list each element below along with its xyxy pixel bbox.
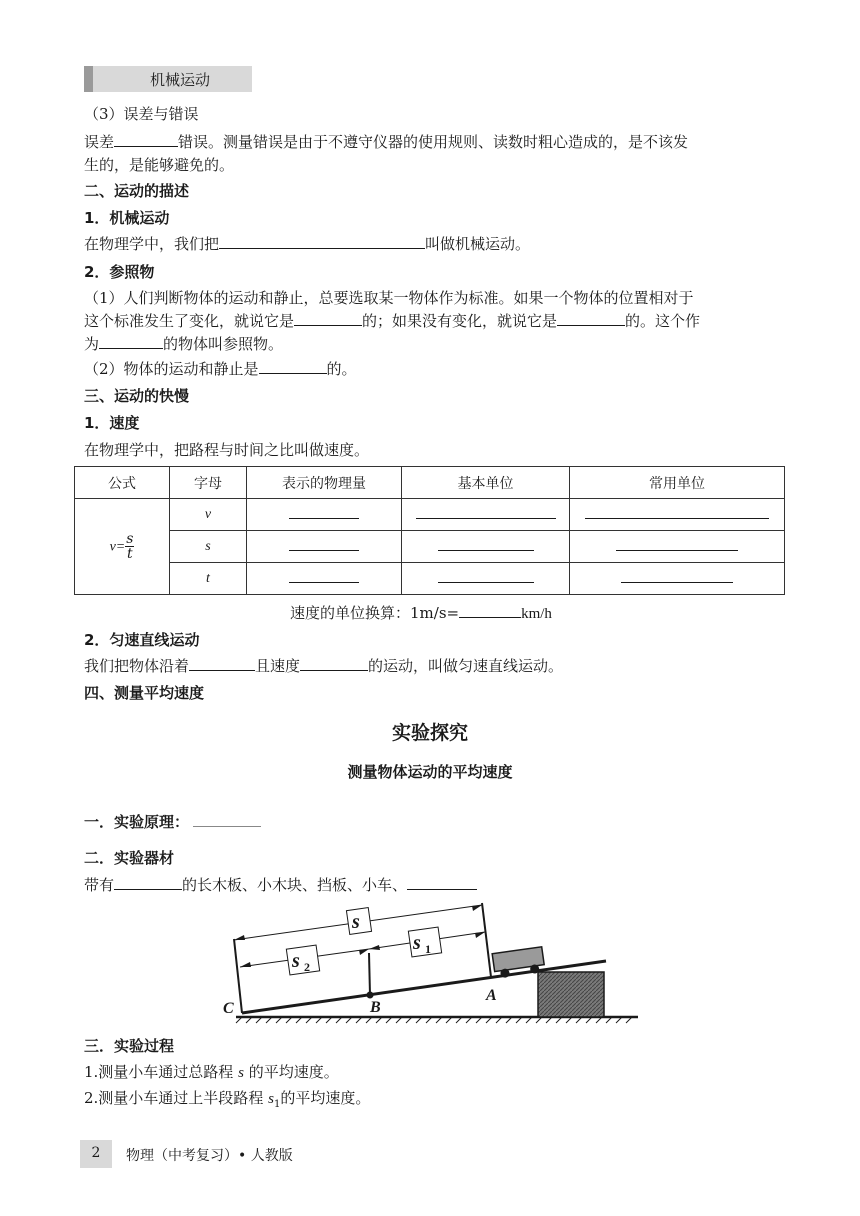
equipment-text: 带有 的长木板、小木块、挡板、小车、 [84, 875, 477, 895]
section-2-title: 二、运动的描述 [84, 182, 190, 200]
end-stop-a [482, 903, 491, 977]
reference-line1: （1）人们判断物体的运动和静止，总要选取某一物体作为标准。如果一个物体的位置相对于 [84, 289, 694, 307]
label-a: A [486, 987, 497, 1004]
blank-static[interactable] [557, 311, 625, 326]
blank-stopwatch[interactable] [407, 875, 477, 890]
blank-ruler[interactable] [114, 875, 182, 890]
table-cell-letter: s [170, 531, 247, 563]
blank-constant[interactable] [300, 656, 368, 671]
error-paragraph-line1: 误差 错误。测量错误是由于不遵守仪器的使用规则、读数时粗心造成的，是不该发 [84, 133, 689, 151]
equipment-heading: 二．实验器材 [84, 849, 175, 867]
chapter-tab-bar [84, 66, 93, 92]
heading-reference: 2．参照物 [84, 263, 155, 281]
formula-cell: v= $\frac{s}{t}$ [75, 499, 170, 595]
table-header: 公式 [75, 467, 170, 499]
point-b [367, 992, 374, 999]
unit-conversion: 速度的单位换算：1m/s= km/h [290, 604, 552, 622]
blank-relative[interactable] [259, 359, 327, 374]
section-3-title: 三、运动的快慢 [84, 387, 190, 405]
table-header: 表示的物理量 [247, 467, 402, 499]
label-s1-sub: 1 [425, 942, 431, 956]
table-cell-blank[interactable] [247, 563, 402, 595]
label-s1: s [413, 932, 421, 954]
label-b: B [370, 999, 381, 1016]
relative-motion-text: （2）物体的运动和静止是 的。 [84, 360, 357, 378]
table-cell-blank[interactable] [402, 563, 570, 595]
error-paragraph-line2: 生的，是能够避免的。 [84, 156, 235, 174]
blank-mechanical-motion[interactable] [219, 234, 425, 249]
experiment-subtitle: 测量物体运动的平均速度 [347, 763, 513, 781]
procedure-step-1: 1.测量小车通过总路程 s 的平均速度。 [84, 1063, 339, 1081]
heading-mechanical-motion: 1．机械运动 [84, 209, 170, 227]
reference-line3: 为 的物体叫参照物。 [84, 335, 284, 353]
table-cell-blank[interactable] [570, 499, 785, 531]
speed-table [74, 466, 785, 595]
blank-straight-line[interactable] [189, 656, 255, 671]
table-cell-blank[interactable] [570, 531, 785, 563]
table-cell-blank[interactable] [402, 499, 570, 531]
blank-standard[interactable] [99, 334, 163, 349]
subheading-error: （3）误差与错误 [84, 105, 199, 123]
uniform-motion-text: 我们把物体沿着 且速度 的运动，叫做匀速直线运动。 [84, 657, 564, 675]
end-stop-c [234, 939, 242, 1013]
incline-diagram [220, 895, 650, 1027]
speed-definition: 在物理学中，把路程与时间之比叫做速度。 [84, 441, 370, 459]
heading-speed: 1．速度 [84, 414, 140, 432]
mechanical-motion-text: 在物理学中，我们把 叫做机械运动。 [84, 235, 531, 253]
marker-b [369, 953, 370, 995]
label-s: s [352, 911, 360, 933]
blank-moving[interactable] [294, 311, 362, 326]
table-cell-blank[interactable] [247, 499, 402, 531]
table-cell-letter: t [170, 563, 247, 595]
procedure-step-2: 2.测量小车通过上半段路程 $s_1$的平均速度。 [84, 1089, 371, 1110]
table-header: 基本单位 [402, 467, 570, 499]
chapter-title: 机械运动 [149, 71, 210, 89]
heading-uniform-motion: 2．匀速直线运动 [84, 631, 200, 649]
page-number: 2 [91, 1145, 101, 1161]
blank-conversion[interactable] [459, 603, 521, 618]
principle-heading: 一．实验原理： [84, 812, 261, 832]
label-s2: s [292, 950, 300, 972]
table-cell-blank[interactable] [570, 563, 785, 595]
label-c: C [223, 1000, 234, 1017]
table-header: 常用单位 [570, 467, 785, 499]
experiment-title: 实验探究 [391, 722, 468, 744]
table-cell-blank[interactable] [402, 531, 570, 563]
procedure-heading: 三．实验过程 [84, 1037, 175, 1055]
wooden-block [538, 972, 604, 1017]
section-4-title: 四、测量平均速度 [84, 684, 205, 702]
table-header: 字母 [170, 467, 247, 499]
table-cell-letter: v [170, 499, 247, 531]
reference-line2: 这个标准发生了变化，就说它是 的；如果没有变化，就说它是 的。这个作 [84, 312, 701, 330]
table-cell-blank[interactable] [247, 531, 402, 563]
blank-error[interactable] [114, 132, 178, 147]
blank-principle[interactable] [193, 812, 261, 827]
label-s2-sub: 2 [304, 960, 310, 974]
footer-title: 物理（中考复习）• 人教版 [126, 1148, 293, 1164]
